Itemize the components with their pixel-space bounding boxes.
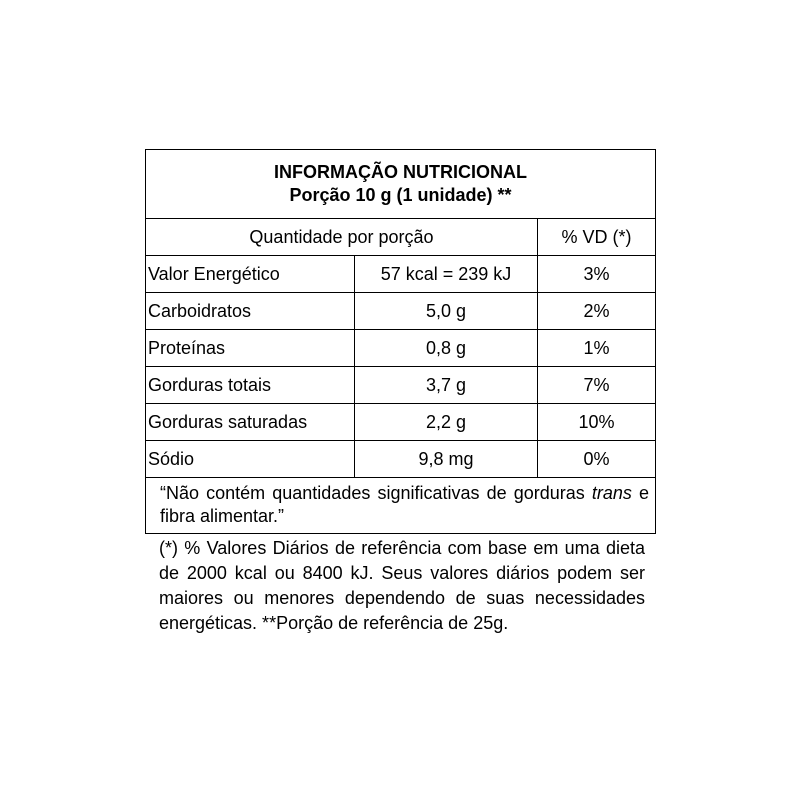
note-text-prefix: “Não contém quantidades significativas de gorduras xyxy=(160,483,592,503)
nutrient-dv: 2% xyxy=(538,293,656,330)
nutrient-amount: 5,0 g xyxy=(355,293,538,330)
table-title: INFORMAÇÃO NUTRICIONAL xyxy=(274,162,527,182)
table-header-row xyxy=(146,150,656,219)
table-row xyxy=(146,330,656,367)
nutrient-dv: 7% xyxy=(538,367,656,404)
note-row xyxy=(146,478,656,534)
nutrient-dv: 1% xyxy=(538,330,656,367)
note-text-italic: trans xyxy=(591,483,632,503)
nutrient-amount: 9,8 mg xyxy=(355,441,538,478)
table-row xyxy=(146,293,656,330)
nutrient-dv: 10% xyxy=(538,404,656,441)
serving-size: Porção 10 g (1 unidade) ** xyxy=(289,185,512,205)
column-header-dv: % VD (*) xyxy=(538,219,656,256)
table-row xyxy=(146,404,656,441)
nutrient-amount: 57 kcal = 239 kJ xyxy=(355,256,538,293)
nutrient-name: Valor Energético xyxy=(146,256,355,293)
nutrient-dv: 0% xyxy=(538,441,656,478)
table-row xyxy=(146,441,656,478)
daily-values-footnote: (*) % Valores Diários de referência com base em uma dieta de 2000 kcal ou 8400 kJ. Seus valores diários podem ser maiores ou menores dependendo de suas necessidades energéticas. **Porção de referência de 25g. xyxy=(159,538,645,633)
table-row xyxy=(146,367,656,404)
nutrient-amount: 2,2 g xyxy=(355,404,538,441)
table-header xyxy=(146,150,656,219)
nutrition-table xyxy=(145,149,656,534)
trans-fat-note xyxy=(146,478,656,534)
nutrient-name: Gorduras saturadas xyxy=(146,404,355,441)
nutrition-facts-label xyxy=(145,149,655,636)
table-row xyxy=(146,256,656,293)
nutrient-amount: 3,7 g xyxy=(355,367,538,404)
nutrient-name: Carboidratos xyxy=(146,293,355,330)
column-header-row xyxy=(146,219,656,256)
nutrient-name: Gorduras totais xyxy=(146,367,355,404)
column-header-quantity: Quantidade por porção xyxy=(146,219,538,256)
nutrient-name: Proteínas xyxy=(146,330,355,367)
nutrient-name: Sódio xyxy=(146,441,355,478)
nutrient-dv: 3% xyxy=(538,256,656,293)
nutrient-amount: 0,8 g xyxy=(355,330,538,367)
note-text-suffix: e fibra alimentar.” xyxy=(160,483,650,526)
